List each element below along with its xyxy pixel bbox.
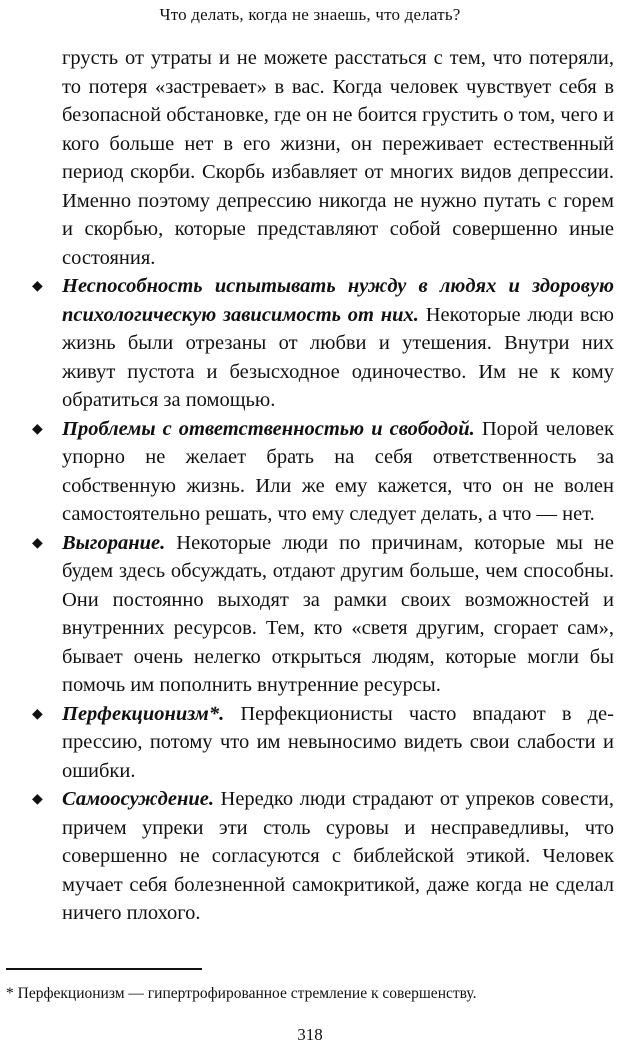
diamond-bullet-icon: ◆ xyxy=(32,791,43,807)
item-text: Порой человек упорно не желает брать на себя ответственность за собственную жизнь. Или же ему кажется, что он не волен самостоятельно решать, что ему следует делать, а что — нет. xyxy=(62,417,614,525)
diamond-bullet-icon: ◆ xyxy=(32,420,43,437)
list-item xyxy=(32,415,614,529)
continuation-paragraph: грусть от утраты и не можете расстаться с тем, что потеряли, то потеря «застревает» в вас. Когда человек чувствует себя в безопасной обстановке, где он не боится грустить о том, чего и кого больше нет в его жизни, он переживает естественный период скорби. Скорбь избавляет от многих видов депрессии. Именно поэтому депрессию никогда не нужно путать с горем и скорбью, которые представляют собой совершенно иные состояния. xyxy=(62,47,614,269)
item-term: Неспособность испытывать нужду в людях и здоровую психологическую зависимость от них. xyxy=(62,275,614,326)
list-item xyxy=(32,272,614,415)
item-text: Некоторые люди всю жизнь были отрезаны от любви и утешения. Внутри них живут пустота и безысходное одиночество. Им не к кому обратиться за помощью. xyxy=(62,303,614,411)
item-text: Нередко люди страдают от упреков совести, причем упреки эти столь суровы и несправедливы, что совершенно не согласуются с библейской этикой. Человек мучает себя болезненной самокритикой, даже когда не сделал ничего плохого. xyxy=(62,788,614,924)
symptom-list xyxy=(0,272,620,928)
item-text: Некоторые люди по причинам, которые мы не будем здесь обсуждать, отдают другим больше, чем способны. Они постоянно выходят за рамки своих возможностей и внутренних ресурсов. Тем, кто «светя другим, сгорает сам», бывает очень нелегко открыться людям, которые могли бы помочь им пополнить внутренние ресурсы. xyxy=(62,531,614,696)
diamond-bullet-icon: ◆ xyxy=(32,705,43,722)
list-item xyxy=(32,700,614,786)
diamond-bullet-icon: ◆ xyxy=(32,534,43,551)
item-term: Выгорание. xyxy=(62,531,166,554)
list-item xyxy=(32,785,614,928)
footnote-divider xyxy=(6,968,202,970)
item-text: Перфекционисты часто впадают в депрессию, потому что им невыносимо видеть свои слабости и ошибки. xyxy=(62,702,614,782)
item-term: Перфекционизм*. xyxy=(62,702,225,725)
page-body xyxy=(0,44,620,928)
list-item xyxy=(32,529,614,700)
running-head: Что делать, когда не знаешь, что делать? xyxy=(159,5,461,24)
page-number: 318 xyxy=(297,1025,323,1044)
item-term: Проблемы с ответственностью и свободой. xyxy=(62,417,475,440)
footnote: * Перфекционизм — гипертрофированное стремление к совершенству. xyxy=(6,985,477,1002)
diamond-bullet-icon: ◆ xyxy=(32,278,43,294)
item-term: Самоосуждение. xyxy=(62,788,214,810)
